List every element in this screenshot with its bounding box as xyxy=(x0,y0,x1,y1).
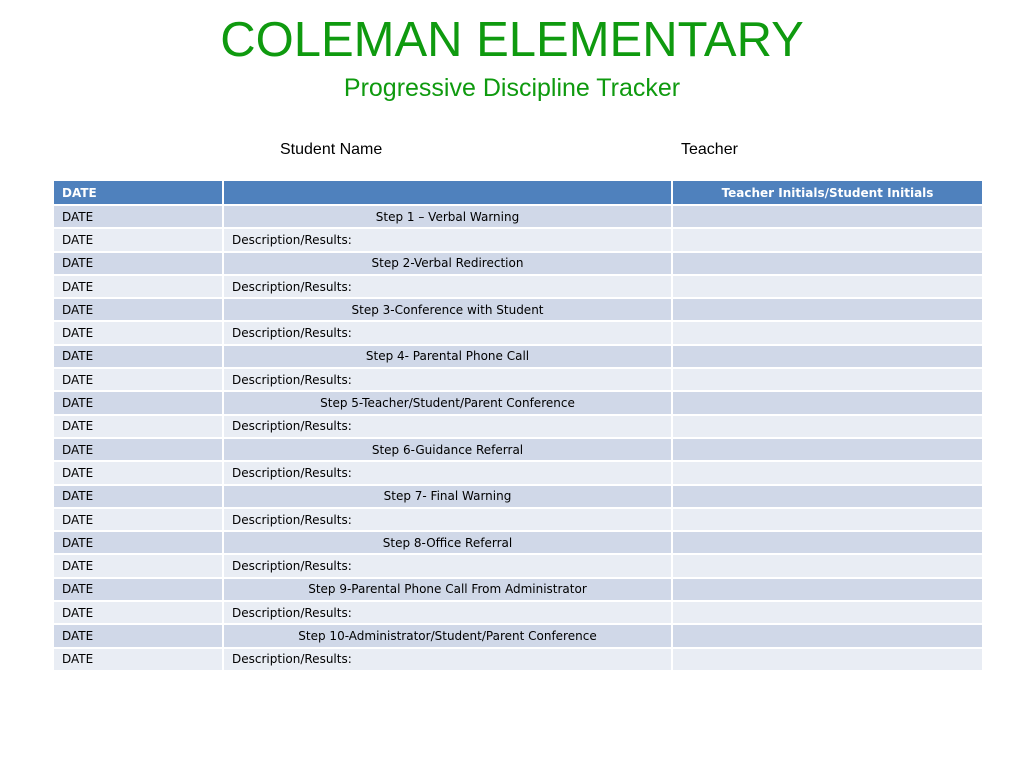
description-cell[interactable]: Description/Results: xyxy=(223,554,672,577)
student-name-label: Student Name xyxy=(280,141,383,158)
date-cell[interactable]: DATE xyxy=(53,601,223,624)
date-cell[interactable]: DATE xyxy=(53,461,223,484)
table-row xyxy=(53,391,983,414)
step-cell: Step 3-Conference with Student xyxy=(223,298,672,321)
table-row xyxy=(53,554,983,577)
table-row xyxy=(53,485,983,508)
table-row xyxy=(53,648,983,671)
date-cell[interactable]: DATE xyxy=(53,205,223,228)
teacher-label: Teacher xyxy=(681,141,738,158)
date-column-header: DATE xyxy=(53,180,223,205)
step-column-header xyxy=(223,180,672,205)
initials-cell[interactable] xyxy=(672,228,983,251)
date-cell[interactable]: DATE xyxy=(53,624,223,647)
initials-cell[interactable] xyxy=(672,461,983,484)
step-cell: Step 8-Office Referral xyxy=(223,531,672,554)
step-cell: Step 1 – Verbal Warning xyxy=(223,205,672,228)
table-row xyxy=(53,508,983,531)
page-subtitle: Progressive Discipline Tracker xyxy=(343,74,681,102)
table-row xyxy=(53,624,983,647)
description-cell[interactable]: Description/Results: xyxy=(223,648,672,671)
initials-cell[interactable] xyxy=(672,368,983,391)
initials-cell[interactable] xyxy=(672,624,983,647)
step-cell: Step 9-Parental Phone Call From Administrator xyxy=(223,578,672,601)
table-row xyxy=(53,252,983,275)
description-cell[interactable]: Description/Results: xyxy=(223,275,672,298)
table-row xyxy=(53,298,983,321)
table-row xyxy=(53,461,983,484)
date-cell[interactable]: DATE xyxy=(53,531,223,554)
date-cell[interactable]: DATE xyxy=(53,252,223,275)
table-row xyxy=(53,531,983,554)
date-cell[interactable]: DATE xyxy=(53,508,223,531)
date-cell[interactable]: DATE xyxy=(53,321,223,344)
table-row xyxy=(53,415,983,438)
initials-cell[interactable] xyxy=(672,345,983,368)
description-cell[interactable]: Description/Results: xyxy=(223,368,672,391)
initials-cell[interactable] xyxy=(672,648,983,671)
initials-cell[interactable] xyxy=(672,275,983,298)
step-cell: Step 7- Final Warning xyxy=(223,485,672,508)
initials-cell[interactable] xyxy=(672,578,983,601)
description-cell[interactable]: Description/Results: xyxy=(223,508,672,531)
table-header-row xyxy=(53,180,983,205)
table-row xyxy=(53,228,983,251)
initials-cell[interactable] xyxy=(672,391,983,414)
initials-cell[interactable] xyxy=(672,485,983,508)
date-cell[interactable]: DATE xyxy=(53,275,223,298)
date-cell[interactable]: DATE xyxy=(53,578,223,601)
step-cell: Step 5-Teacher/Student/Parent Conference xyxy=(223,391,672,414)
initials-cell[interactable] xyxy=(672,321,983,344)
initials-cell[interactable] xyxy=(672,601,983,624)
date-cell[interactable]: DATE xyxy=(53,345,223,368)
description-cell[interactable]: Description/Results: xyxy=(223,415,672,438)
table-row xyxy=(53,345,983,368)
table-row xyxy=(53,438,983,461)
initials-cell[interactable] xyxy=(672,205,983,228)
initials-cell[interactable] xyxy=(672,415,983,438)
step-cell: Step 6-Guidance Referral xyxy=(223,438,672,461)
date-cell[interactable]: DATE xyxy=(53,438,223,461)
description-cell[interactable]: Description/Results: xyxy=(223,461,672,484)
tracker-body xyxy=(53,205,983,671)
date-cell[interactable]: DATE xyxy=(53,391,223,414)
date-cell[interactable]: DATE xyxy=(53,298,223,321)
date-cell[interactable]: DATE xyxy=(53,648,223,671)
date-cell[interactable]: DATE xyxy=(53,485,223,508)
initials-cell[interactable] xyxy=(672,252,983,275)
initials-cell[interactable] xyxy=(672,531,983,554)
table-row xyxy=(53,368,983,391)
table-row xyxy=(53,275,983,298)
initials-cell[interactable] xyxy=(672,438,983,461)
description-cell[interactable]: Description/Results: xyxy=(223,321,672,344)
step-cell: Step 10-Administrator/Student/Parent Conference xyxy=(223,624,672,647)
table-row xyxy=(53,578,983,601)
page-title: COLEMAN ELEMENTARY xyxy=(220,13,804,67)
discipline-tracker-table xyxy=(52,179,984,672)
initials-column-header: Teacher Initials/Student Initials xyxy=(672,180,983,205)
initials-cell[interactable] xyxy=(672,554,983,577)
date-cell[interactable]: DATE xyxy=(53,228,223,251)
description-cell[interactable]: Description/Results: xyxy=(223,228,672,251)
description-cell[interactable]: Description/Results: xyxy=(223,601,672,624)
date-cell[interactable]: DATE xyxy=(53,415,223,438)
table-row xyxy=(53,205,983,228)
date-cell[interactable]: DATE xyxy=(53,554,223,577)
step-cell: Step 2-Verbal Redirection xyxy=(223,252,672,275)
date-cell[interactable]: DATE xyxy=(53,368,223,391)
initials-cell[interactable] xyxy=(672,508,983,531)
initials-cell[interactable] xyxy=(672,298,983,321)
step-cell: Step 4- Parental Phone Call xyxy=(223,345,672,368)
table-row xyxy=(53,321,983,344)
table-row xyxy=(53,601,983,624)
